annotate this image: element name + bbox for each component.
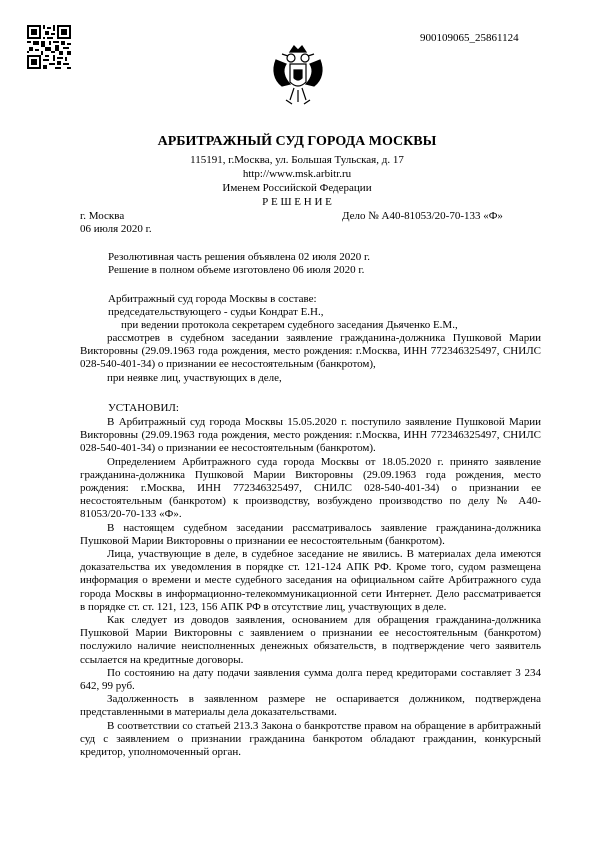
paragraph-8: В соответствии со статьей 213.3 Закона о банкротстве правом на обращение в арбитражный суд с заявлением о признании гражданина банкротом обладают гражданин, конкурсный кредитор, уполномоченный орган. [80, 719, 541, 759]
court-address: 115191, г.Москва, ул. Большая Тульская, д. 17 [190, 154, 404, 166]
established-heading: УСТАНОВИЛ: [108, 402, 179, 414]
paragraph-6: По состоянию на дату подачи заявления сумма долга перед кредиторами составляет 3 234 642, 99 руб. [80, 666, 541, 693]
paragraph-5: Как следует из доводов заявления, основанием для обращения гражданина-должника Пушковой Марии Викторовны с заявлением о признании ее несостоятельным (банкротом) послужило наличие неисполненных денежных обязательств, в подтверждение чего заявитель ссылается на кредитные договоры. [80, 614, 541, 666]
paragraph-2: Определением Арбитражного суда города Москвы от 18.05.2020 г. принято заявление гражданина-должника Пушковой Марии Викторовны (29.09.1963 года рождения, место рождения: г.Москва, ИНН 772346325497, СНИЛС 028-540-401-34) о признании ее несостоятельным (банкротом) к производству, возбуждено производство по делу № А40-81053/20-70-133 «Ф». [80, 455, 541, 521]
paragraph-1: В Арбитражный суд города Москвы 15.05.2020 г. поступило заявление Пушковой Марии Викторовны (29.09.1963 года рождения, место рождения: г.Москва, ИНН 772346325497, СНИЛС 028-540-401-34) о признании ее несостоятельным (банкротом). [80, 416, 541, 455]
announce-line-2: Решение в полном объеме изготовлено 06 июля 2020 г. [108, 264, 365, 276]
document-number: 900109065_25861124 [420, 32, 519, 44]
court-website: http://www.msk.arbitr.ru [242, 168, 352, 180]
composition-line-5: при неявке лиц, участвующих в деле, [107, 371, 282, 384]
composition-line-2: председательствующего - судьи Кондрат Е.Н., [108, 306, 324, 318]
announce-line-1: Резолютивная часть решения объявлена 02 июля 2020 г. [108, 251, 371, 263]
coat-of-arms-emblem-icon [268, 42, 328, 110]
paragraph-7: Задолженность в заявленном размере не оспаривается должником, подтверждена представленными в материалы дела доказательствами. [80, 693, 541, 719]
composition-line-4: рассмотрев в судебном заседании заявление гражданина-должника Пушковой Марии Викторовны (29.09.1963 года рождения, место рождения: г.Москва, ИНН 772346325497, СНИЛС 028-540-401-34) о признании ее несостоятельным (банкротом), [80, 332, 541, 371]
case-number: Дело № А40-81053/20-70-133 «Ф» [342, 210, 503, 222]
city: г. Москва [80, 210, 125, 222]
paragraph-3: В настоящем судебном заседании рассматривалось заявление гражданина-должника Пушковой Марии Викторовны о признании ее несостоятельным (банкротом). [80, 521, 541, 547]
composition-line-1: Арбитражный суд города Москвы в составе: [108, 293, 317, 305]
decision-date: 06 июля 2020 г. [80, 223, 152, 235]
decision-body [80, 416, 541, 759]
composition-line-3: при ведении протокола секретарем судебного заседания Дьяченко Е.М., [121, 319, 458, 331]
paragraph-4: Лица, участвующие в деле, в судебное заседание не явились. В материалах дела имеются доказательства их уведомления в порядке ст. 121-124 АПК РФ. Кроме того, судом размещена информация о времени и месте судебного заседания на официальном сайте Арбитражного суда города Москвы в информационно-телекоммуникационной сети Интернет. Дело рассматривается в порядке ст. ст. 121, 123, 156 АПК РФ в отсутствие лиц, участвующих в деле. [80, 548, 541, 613]
composition-paragraph [80, 332, 541, 385]
on-behalf-line: Именем Российской Федерации [222, 182, 372, 194]
qr-code-icon [27, 25, 71, 69]
court-name: АРБИТРАЖНЫЙ СУД ГОРОДА МОСКВЫ [157, 134, 437, 149]
document-type: Р Е Ш Е Н И Е [262, 196, 332, 208]
